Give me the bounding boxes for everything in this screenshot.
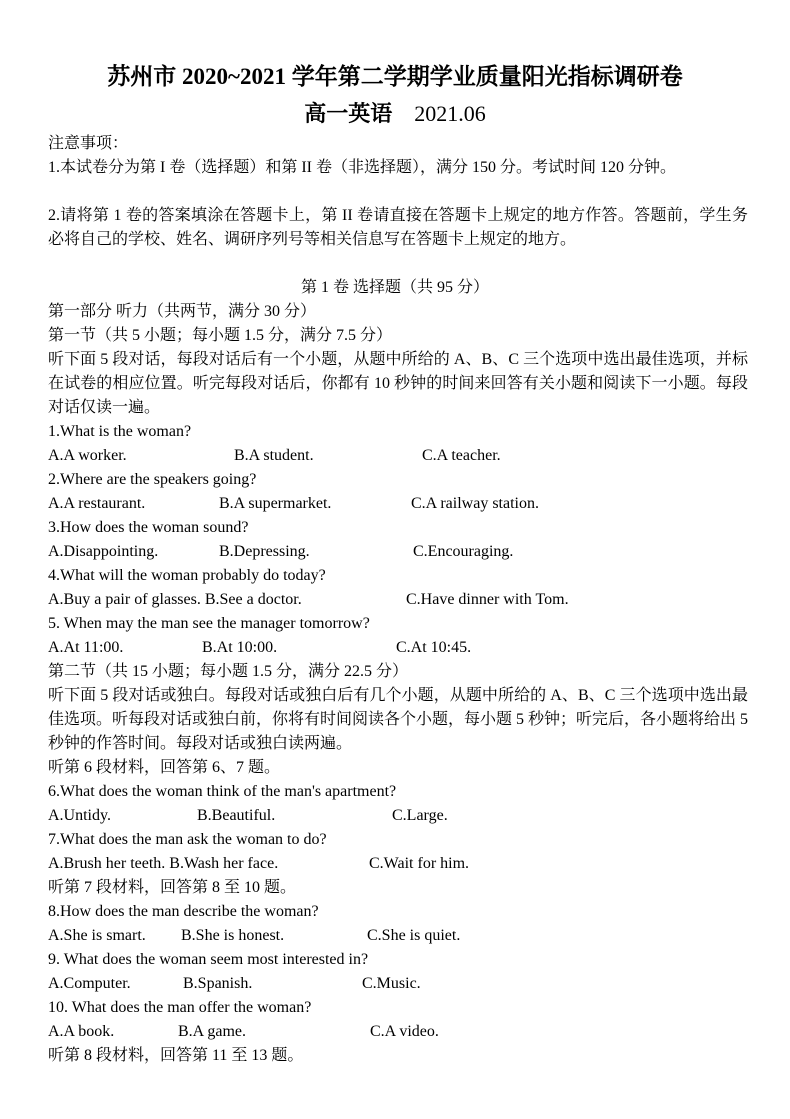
q5-option-b: B.At 10:00. <box>202 639 278 656</box>
q5-option-a: A.At 11:00. <box>48 639 124 656</box>
q1-option-c: C.A teacher. <box>422 447 501 464</box>
question-1: 1.What is the woman? <box>48 423 192 440</box>
q10-option-c: C.A video. <box>370 1023 439 1040</box>
exam-title: 苏州市 2020~2021 学年第二学期学业质量阳光指标调研卷 <box>107 64 683 89</box>
q4-options-ab: A.Buy a pair of glasses. B.See a doctor. <box>48 591 302 608</box>
q2-option-b: B.A supermarket. <box>219 495 332 512</box>
q8-option-c: C.She is quiet. <box>367 927 461 944</box>
exam-date: 2021.06 <box>414 101 486 126</box>
q2-option-c: C.A railway station. <box>411 495 539 512</box>
exam-subtitle <box>0 97 790 128</box>
section-2-instructions: 听下面 5 段对话或独白。每段对话或独白后有几个小题，从题中所给的 A、B、C 三个选项中选出最佳选项。听每段对话或独白前，你将有时间阅读各个小题，每小题 5 秒钟；听完后，各小题将给出 5 秒钟的作答时间。每段对话或独白读两遍。 <box>48 687 749 752</box>
q5-option-c: C.At 10:45. <box>396 639 472 656</box>
question-3: 3.How does the woman sound? <box>48 519 249 536</box>
q2-option-a: A.A restaurant. <box>48 495 146 512</box>
q9-option-b: B.Spanish. <box>183 975 253 992</box>
q3-option-b: B.Depressing. <box>219 543 310 560</box>
q9-option-a: A.Computer. <box>48 975 131 992</box>
q6-option-c: C.Large. <box>392 807 448 824</box>
q8-option-a: A.She is smart. <box>48 927 146 944</box>
notice-1: 1.本试卷分为第 I 卷（选择题）和第 II 卷（非选择题），满分 150 分。考试时间 120 分钟。 <box>48 159 676 176</box>
section-2-heading: 第二节（共 15 小题；每小题 1.5 分，满分 22.5 分） <box>48 663 409 680</box>
volume-1-heading: 第 1 卷 选择题（共 95 分） <box>300 279 489 296</box>
q6-option-a: A.Untidy. <box>48 807 111 824</box>
q7-option-c: C.Wait for him. <box>369 855 470 872</box>
q3-option-a: A.Disappointing. <box>48 543 159 560</box>
subject: 高一英语 <box>304 101 393 126</box>
q6-option-b: B.Beautiful. <box>197 807 276 824</box>
question-2: 2.Where are the speakers going? <box>48 471 257 488</box>
q3-option-c: C.Encouraging. <box>413 543 514 560</box>
question-10: 10. What does the man offer the woman? <box>48 999 312 1016</box>
question-5: 5. When may the man see the manager tomorrow? <box>48 615 370 632</box>
question-7: 7.What does the man ask the woman to do? <box>48 831 327 848</box>
material-7-heading: 听第 7 段材料，回答第 8 至 10 题。 <box>48 879 297 896</box>
material-6-heading: 听第 6 段材料，回答第 6、7 题。 <box>48 759 281 776</box>
part-1-heading: 第一部分 听力（共两节，满分 30 分） <box>48 303 317 320</box>
q1-option-a: A.A worker. <box>48 447 127 464</box>
notice-heading: 注意事项： <box>48 135 129 152</box>
q4-option-c: C.Have dinner with Tom. <box>406 591 569 608</box>
q1-option-b: B.A student. <box>234 447 314 464</box>
section-1-instructions: 听下面 5 段对话，每段对话后有一个小题，从题中所给的 A、B、C 三个选项中选出最佳选项，并标在试卷的相应位置。听完每段对话后，你都有 10 秒钟的时间来回答有关小题和阅读下一小题。每段对话仅读一遍。 <box>48 351 748 416</box>
question-8: 8.How does the man describe the woman? <box>48 903 319 920</box>
q10-option-b: B.A game. <box>178 1023 246 1040</box>
material-8-heading: 听第 8 段材料，回答第 11 至 13 题。 <box>48 1047 304 1064</box>
q7-options-ab: A.Brush her teeth. B.Wash her face. <box>48 855 279 872</box>
notice-2: 2.请将第 1 卷的答案填涂在答题卡上，第 II 卷请直接在答题卡上规定的地方作答。答题前，学生务必将自己的学校、姓名、调研序列号等相关信息写在答题卡上规定的地方。 <box>48 207 748 248</box>
q9-option-c: C.Music. <box>362 975 421 992</box>
q10-option-a: A.A book. <box>48 1023 115 1040</box>
question-4: 4.What will the woman probably do today? <box>48 567 326 584</box>
question-6: 6.What does the woman think of the man's apartment? <box>48 783 397 800</box>
question-9: 9. What does the woman seem most interested in? <box>48 951 369 968</box>
section-1-heading: 第一节（共 5 小题；每小题 1.5 分，满分 7.5 分） <box>48 327 393 344</box>
q8-option-b: B.She is honest. <box>181 927 285 944</box>
